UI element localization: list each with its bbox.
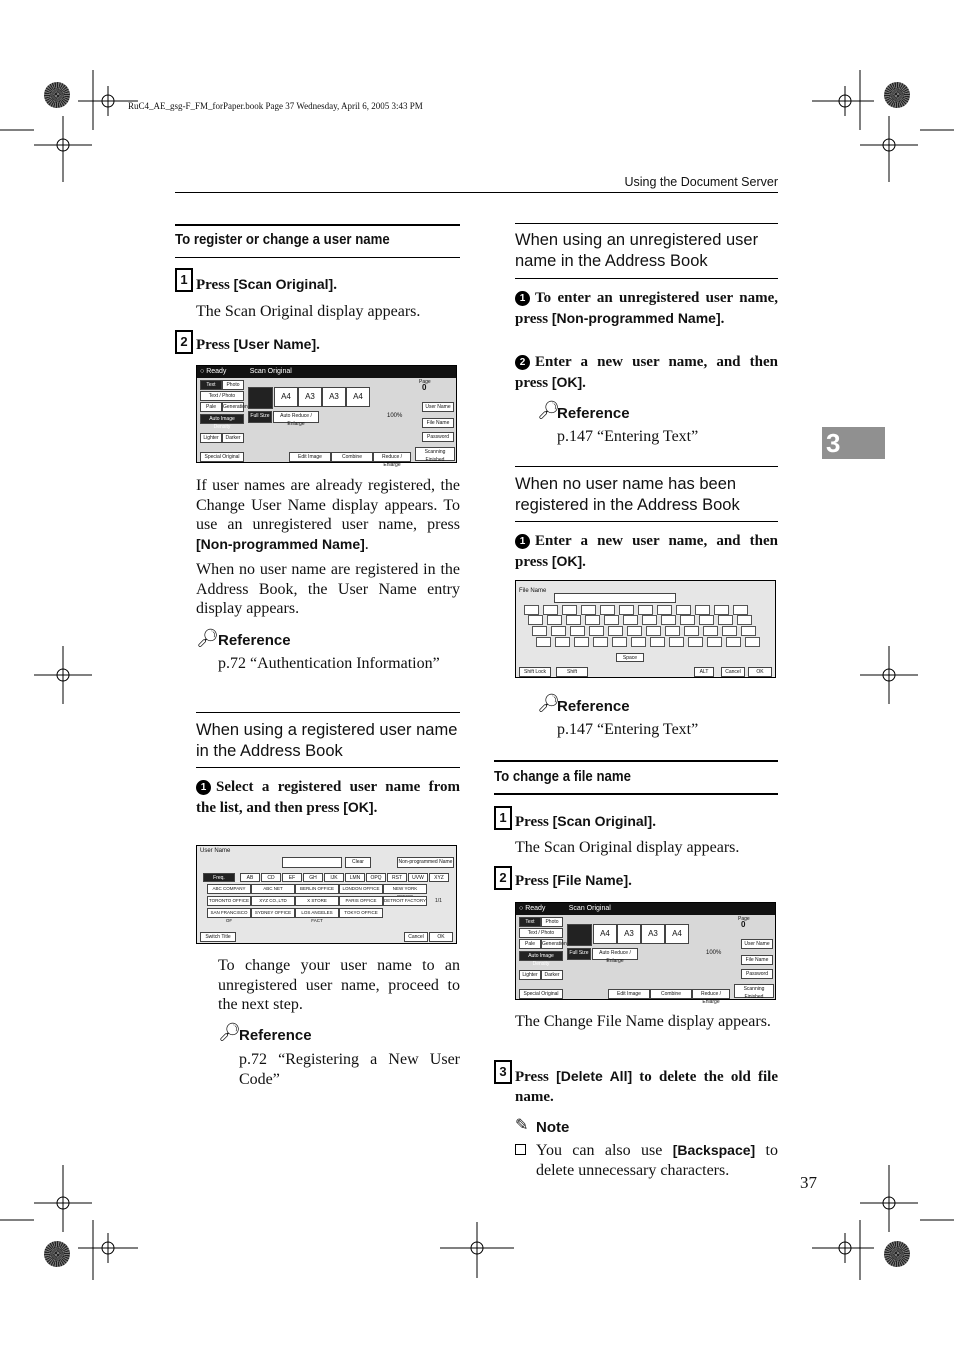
pale-button: Pale	[200, 402, 222, 412]
paragraph: The Change File Name display appears.	[515, 1013, 771, 1030]
subsection-rule	[515, 278, 778, 279]
non-programmed-button: Non-programmed Name	[397, 857, 454, 868]
keyboard-key	[733, 605, 748, 615]
index-tab: CD	[261, 873, 281, 882]
user-name-entry: PARIS OFFICE	[339, 896, 383, 906]
keyboard-key	[627, 626, 642, 636]
paper-tray: A3	[298, 387, 322, 407]
screen-title: File Name	[519, 588, 547, 594]
keyboard-key	[657, 605, 672, 615]
subsection-rule	[515, 521, 778, 522]
user-name-entry: X STORE	[295, 896, 339, 906]
darker-button: Darker	[222, 433, 244, 443]
ok-button: OK	[429, 932, 453, 942]
cancel-button: Cancel	[404, 932, 428, 942]
photo-button: Photo	[222, 380, 244, 390]
keyboard-key	[642, 615, 657, 625]
full-size-button: Full Size	[567, 948, 591, 960]
text-photo-button: Text / Photo	[200, 391, 244, 401]
index-tab: LMN	[345, 873, 365, 882]
reference-label: Reference	[557, 405, 630, 422]
auto-reduce-button: Auto Reduce / Enlarge	[592, 948, 638, 960]
paper-tray: A4	[346, 387, 370, 407]
generation-button: Generation	[542, 941, 567, 947]
paper-tray: A3	[641, 924, 665, 944]
keyboard-key	[532, 626, 547, 636]
scanning-finished-button: Scanning Finished	[734, 984, 774, 998]
subsection-title: When using a registered user name in the Address Book	[196, 721, 458, 760]
generation-button: Generation	[223, 404, 248, 410]
keyboard-key	[737, 615, 752, 625]
file-name-button: File Name	[741, 955, 773, 965]
scan-original-screenshot	[515, 902, 776, 1005]
step-text: Press [User Name].	[196, 336, 320, 353]
keyboard-key	[745, 637, 760, 647]
keyboard-key	[524, 605, 539, 615]
paper-tray: A3	[617, 924, 641, 944]
auto-density-button: Auto Image Density	[519, 951, 563, 961]
reference-text: p.147 “Entering Text”	[557, 721, 699, 738]
step-text: Press [Scan Original].	[196, 276, 337, 293]
user-name-button: User Name	[741, 939, 773, 949]
keyboard-key	[669, 637, 684, 647]
user-name-entry: TOKYO OFFICE	[339, 908, 383, 918]
keyboard-key	[680, 615, 695, 625]
reference-block	[196, 628, 219, 649]
section-rule	[175, 257, 460, 258]
index-tab: GH	[303, 873, 323, 882]
text-field	[554, 593, 676, 603]
keyboard-key	[722, 626, 737, 636]
keyboard-key	[714, 605, 729, 615]
keyboard-key	[718, 615, 733, 625]
substep-number: 1	[515, 291, 530, 306]
clear-button: Clear	[345, 857, 371, 868]
user-name-entry: TORONTO OFFICE	[207, 896, 251, 906]
user-name-entry: SYDNEY OFFICE	[251, 908, 295, 918]
index-tab: IJK	[324, 873, 344, 882]
index-tab: EF	[282, 873, 302, 882]
switch-title-button: Switch Title	[200, 932, 236, 942]
step-number: 1	[175, 268, 193, 292]
text-photo-button: Text / Photo	[519, 928, 563, 938]
space-key: Space	[616, 653, 644, 662]
lighter-button: Lighter	[200, 433, 222, 443]
text-entry-screenshot	[515, 580, 776, 678]
keyboard-key	[684, 626, 699, 636]
step-number: 3	[494, 1060, 512, 1084]
substep: 2 Enter a new user name, and then press [OK].	[515, 354, 778, 391]
keyboard-key	[631, 637, 646, 647]
keyboard-key	[699, 615, 714, 625]
step-number: 1	[494, 806, 512, 830]
section-rule	[494, 793, 778, 795]
section-rule	[494, 760, 778, 762]
user-name-entry: SAN FRANCISCO OF	[207, 908, 251, 918]
password-button: Password	[741, 969, 773, 979]
section-title: To change a file name	[494, 768, 631, 785]
user-name-entry: XYZ CO.,LTD	[251, 896, 295, 906]
subsection-title: When using an unregistered user name in the Address Book	[515, 231, 759, 270]
user-name-entry: LOS ANGELES FACT	[295, 908, 339, 918]
keyboard-key	[589, 626, 604, 636]
note-text: You can also use [Backspace] to delete unnecessary characters.	[536, 1142, 778, 1179]
ok-button: OK	[748, 667, 772, 677]
file-header: RuC4_AE_gsg-F_FM_forPaper.book Page 37 Wednesday, April 6, 2005 3:43 PM	[128, 101, 423, 111]
page-label: Page	[419, 379, 431, 385]
keyboard-key	[646, 626, 661, 636]
substep: 1 Enter a new user name, and then press [OK].	[515, 533, 778, 570]
section-rule	[175, 224, 460, 226]
section-title: To register or change a user name	[175, 231, 390, 248]
combine-button: Combine	[650, 989, 692, 999]
reference-icon: 🔎︎	[537, 400, 560, 420]
step-text: Press [File Name].	[515, 872, 632, 889]
keyboard-key	[707, 637, 722, 647]
special-original-button: Special Original	[519, 989, 563, 999]
page-value: 0	[422, 383, 427, 392]
zoom-readout: 100%	[706, 950, 722, 956]
index-tab: OPQ	[366, 873, 386, 882]
subsection-rule	[196, 712, 460, 713]
lighter-button: Lighter	[519, 970, 541, 980]
substep-number: 2	[515, 355, 530, 370]
alt-key: ALT	[694, 667, 714, 677]
page-label: Page	[738, 916, 750, 922]
keyboard-key	[536, 637, 551, 647]
reference-text: p.72 “Registering a New User Code”	[239, 1051, 460, 1088]
keyboard-key	[612, 637, 627, 647]
keyboard-key	[581, 605, 596, 615]
keyboard-key	[593, 637, 608, 647]
keyboard-key	[665, 626, 680, 636]
step-number: 2	[494, 866, 512, 890]
reference-icon: 🔎︎	[218, 1022, 241, 1042]
keyboard-key	[528, 615, 543, 625]
keyboard-key	[562, 605, 577, 615]
paper-tray: A3	[322, 387, 346, 407]
keyboard-key	[638, 605, 653, 615]
edit-image-button: Edit Image	[289, 452, 331, 462]
keyboard-key	[608, 626, 623, 636]
name-field	[282, 857, 342, 868]
step-number: 2	[175, 330, 193, 354]
reference-label: Reference	[557, 698, 630, 715]
darker-button: Darker	[541, 970, 563, 980]
header-rule	[175, 192, 778, 193]
reference-text: p.72 “Authentication Information”	[218, 655, 440, 672]
index-tab: RST	[387, 873, 407, 882]
reduce-enlarge-button: Reduce / Enlarge	[373, 452, 411, 462]
subsection-title: When no user name has been registered in the Address Book	[515, 475, 740, 514]
substep: 1 To enter an unregistered user name, press [Non-programmed Name].	[515, 290, 778, 327]
paper-tray: A4	[665, 924, 689, 944]
cancel-button: Cancel	[721, 667, 745, 677]
paragraph: If user names are already registered, the Change User Name display appears. To use an unregistered user name, press [Non-programmed Name].	[196, 477, 460, 553]
keyboard-key	[650, 637, 665, 647]
note-label: Note	[536, 1119, 570, 1136]
paper-tray: A4	[274, 387, 298, 407]
keyboard-key	[555, 637, 570, 647]
chapter-tab: 3	[822, 427, 885, 459]
index-tab: UVW	[408, 873, 428, 882]
keyboard-key	[688, 637, 703, 647]
keyboard-key	[661, 615, 676, 625]
photo-button: Photo	[541, 917, 563, 927]
special-original-button: Special Original	[200, 452, 244, 462]
auto-density-button: Auto Image Density	[200, 414, 244, 424]
keyboard-key	[547, 615, 562, 625]
shift-key: Shift	[556, 667, 588, 677]
reduce-enlarge-button: Reduce / Enlarge	[692, 989, 730, 999]
step-result: The Scan Original display appears.	[515, 839, 740, 856]
keyboard-key	[703, 626, 718, 636]
keyboard-key	[741, 626, 756, 636]
reference-label: Reference	[239, 1027, 312, 1044]
reference-text: p.147 “Entering Text”	[557, 428, 699, 445]
index-tab: Freq.	[203, 873, 235, 882]
user-name-entry: LONDON OFFICE	[339, 884, 383, 894]
user-name-button: User Name	[422, 402, 454, 412]
keyboard-key	[604, 615, 619, 625]
step-text: Press [Scan Original].	[515, 813, 656, 830]
edit-image-button: Edit Image	[608, 989, 650, 999]
paragraph: To change your user name to an unregistered user name, proceed to the next step.	[218, 957, 460, 1013]
password-button: Password	[422, 432, 454, 442]
step-result: The Scan Original display appears.	[196, 303, 421, 320]
shift-lock-key: Shift Lock	[519, 667, 551, 677]
auto-reduce-button: Auto Reduce / Enlarge	[273, 411, 319, 423]
status-bar: ○ Ready Scan Original	[197, 366, 456, 378]
subsection-rule	[515, 223, 778, 224]
keyboard-key	[574, 637, 589, 647]
keyboard-key	[551, 626, 566, 636]
substep-number: 1	[196, 780, 211, 795]
file-name-button: File Name	[422, 418, 454, 428]
user-name-entry: ABC NET	[251, 884, 295, 894]
scanning-finished-button: Scanning Finished	[415, 447, 455, 461]
keyboard-key	[623, 615, 638, 625]
combine-button: Combine	[331, 452, 373, 462]
reference-label: Reference	[218, 632, 291, 649]
zoom-readout: 100%	[387, 413, 403, 419]
keyboard-key	[543, 605, 558, 615]
keyboard-key	[566, 615, 581, 625]
auto-paper-select	[248, 387, 273, 409]
substep: 1 Select a registered user name from the list, and then press [OK].	[196, 779, 460, 816]
subsection-rule	[515, 466, 778, 467]
subsection-rule	[196, 767, 460, 768]
user-name-entry: ABC COMPANY	[207, 884, 251, 894]
index-tab: XYZ	[429, 873, 449, 882]
keyboard-key	[726, 637, 741, 647]
screen-title: User Name	[200, 848, 231, 854]
running-head: Using the Document Server	[624, 175, 778, 189]
paper-tray: A4	[593, 924, 617, 944]
step-text: Press [Delete All] to delete the old file name.	[515, 1068, 779, 1105]
status-bar: ○ Ready Scan Original	[516, 903, 775, 915]
auto-paper-select	[567, 924, 592, 946]
text-button: Text	[200, 380, 222, 390]
user-name-entry: DETROIT FACTORY	[383, 896, 427, 906]
reference-icon: 🔎︎	[196, 628, 219, 648]
keyboard-key	[600, 605, 615, 615]
reference-icon: 🔎︎	[537, 693, 560, 713]
paragraph: When no user name are registered in the Address Book, the User Name entry display appears.	[196, 561, 460, 617]
full-size-button: Full Size	[248, 411, 272, 423]
substep-number: 1	[515, 534, 530, 549]
keyboard-key	[676, 605, 691, 615]
page-number: 37	[800, 1173, 817, 1192]
index-tab: AB	[240, 873, 260, 882]
user-name-entry: NEW YORK	[383, 884, 427, 894]
user-name-list-screenshot	[196, 845, 457, 944]
pencil-icon: ✎	[515, 1117, 529, 1134]
keyboard-key	[570, 626, 585, 636]
text-button: Text	[519, 917, 541, 927]
page-indicator: 1/1	[435, 898, 442, 904]
scan-original-screenshot	[196, 365, 457, 468]
user-name-entry: BERLIN OFFICE	[295, 884, 339, 894]
keyboard-key	[619, 605, 634, 615]
keyboard-key	[585, 615, 600, 625]
keyboard-key	[695, 605, 710, 615]
pale-button: Pale	[519, 939, 541, 949]
checkbox-icon	[515, 1144, 526, 1155]
page-value: 0	[741, 920, 746, 929]
